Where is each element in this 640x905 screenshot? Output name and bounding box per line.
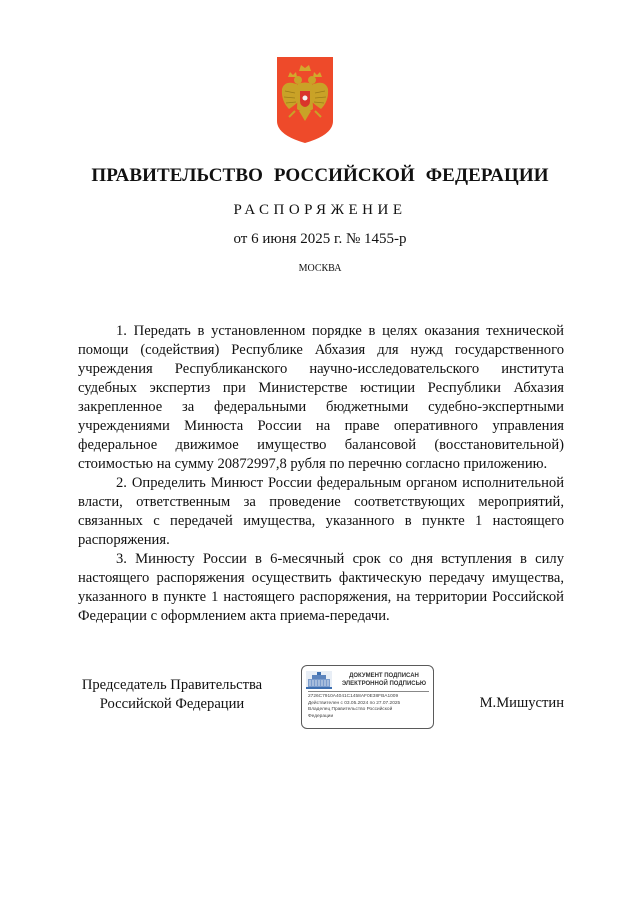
stamp-certificate: 2726C7910A4041C1458AF0E38FBA1009: [308, 694, 399, 699]
signatory-position: [78, 676, 266, 714]
document-city: МОСКВА: [298, 263, 342, 274]
stamp-details: [308, 694, 432, 720]
government-building-icon: [306, 671, 332, 689]
document-type: РАСПОРЯЖЕНИЕ: [233, 202, 407, 218]
paragraph-1: 1. Передать в установленном порядке в целях оказания технической помощи (содействия) Республике Абхазия для нужд государственного учреждения Республиканского научно-исследовательского института судебных экспертиз при Министерстве юстиции Республики Абхазия закрепленное за федеральными бюджетными судебно-экспертными учреждениями Минюста России на праве оперативного управления федеральное движимое имущество балансовой (восстановительной) стоимостью на сумму 20872997,8 рубля по перечню согласно приложению.: [78, 323, 564, 472]
electronic-signature-stamp: [301, 665, 434, 729]
stamp-divider: [308, 691, 429, 692]
signatory-position-line1: Председатель Правительства: [81, 677, 263, 693]
signatory-position-line2: Российской Федерации: [99, 696, 245, 712]
paragraph-3: 3. Минюсту России в 6-месячный срок со дня вступления в силу настоящего распоряжения осуществить фактическую передачу имущества, указанного в пункте 1 настоящего распоряжения, на территории Российской Федерации с оформлением акта приема-передачи.: [78, 551, 564, 624]
stamp-title-line2: ЭЛЕКТРОННОЙ ПОДПИСЬЮ: [341, 681, 427, 687]
document-date-number: от 6 июня 2025 г. № 1455-р: [233, 231, 407, 247]
stamp-owner-line2: Федерации: [308, 713, 334, 719]
stamp-owner-line1: Владелец Правительство Российской: [308, 707, 393, 712]
page-title: ПРАВИТЕЛЬСТВО РОССИЙСКОЙ ФЕДЕРАЦИИ: [91, 165, 549, 186]
stamp-title-line1: ДОКУМЕНТ ПОДПИСАН: [349, 673, 419, 679]
paragraph-2: 2. Определить Минюст России федеральным органом исполнительной власти, ответственным за проведение соответствующих мероприятий, связанных с передачей имущества, указанного в пункте 1 настоящего распоряжения.: [78, 475, 564, 548]
document-body: [78, 322, 564, 626]
russian-coat-of-arms-icon: [277, 57, 333, 143]
stamp-title: [336, 672, 432, 688]
signatory-name: М.Мишустин: [479, 695, 564, 711]
stamp-validity: Действителен с 03.05.2024 по 27.07.2025: [308, 700, 401, 706]
